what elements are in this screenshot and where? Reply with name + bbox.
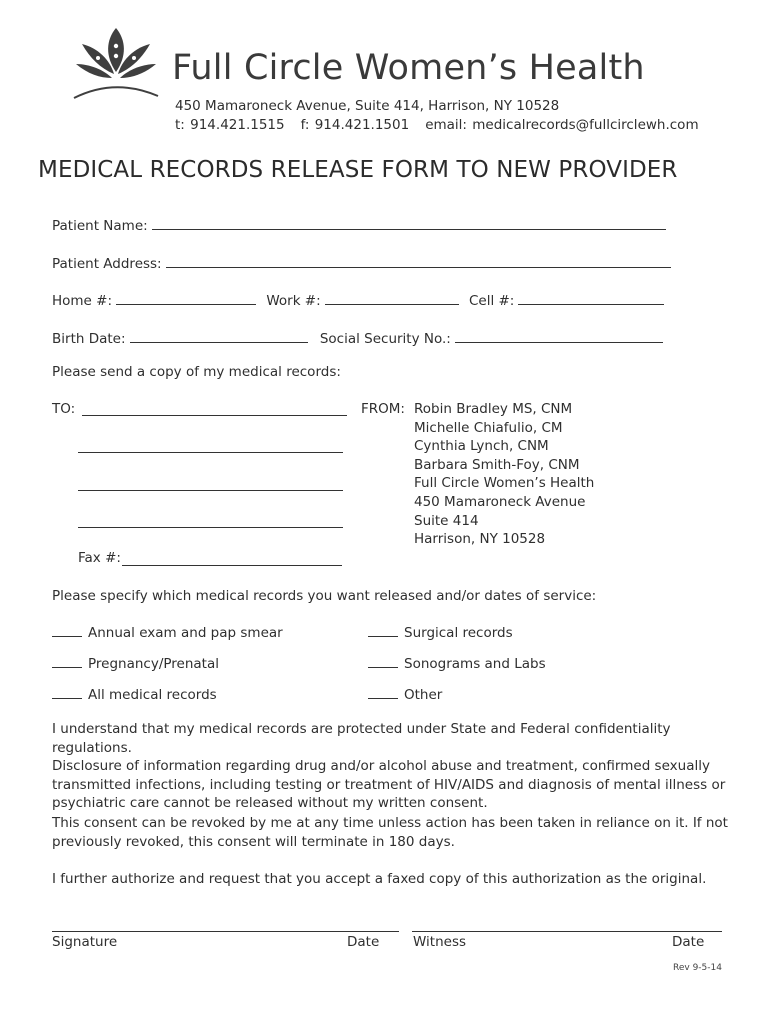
checkbox-blank[interactable] xyxy=(52,622,82,637)
option-label: Surgical records xyxy=(404,625,513,641)
option-sonograms xyxy=(368,653,546,672)
fax-field[interactable] xyxy=(122,564,342,566)
witness-date-label: Date xyxy=(672,934,705,950)
option-all-records xyxy=(52,684,217,703)
from-line: Full Circle Women’s Health xyxy=(414,475,595,491)
ssn-field[interactable] xyxy=(455,327,663,343)
option-label: Pregnancy/Prenatal xyxy=(88,656,219,672)
confidentiality-paragraph xyxy=(52,720,732,813)
option-pregnancy xyxy=(52,653,219,672)
birth-date-label: Birth Date: xyxy=(52,331,126,347)
patient-name-row xyxy=(52,214,666,234)
from-line: 450 Mamaroneck Avenue xyxy=(414,494,586,510)
revocation-paragraph xyxy=(52,814,732,851)
option-annual-exam xyxy=(52,622,283,641)
send-copy-instruction: Please send a copy of my medical records: xyxy=(52,364,341,380)
fax-authorization-paragraph: I further authorize and request that you accept a faxed copy of this authorization as the original. xyxy=(52,871,707,887)
revision-note: Rev 9-5-14 xyxy=(673,963,722,973)
witness-line[interactable] xyxy=(412,930,722,932)
paragraph-line: This consent can be revoked by me at any time unless action has been taken in reliance on it. If not xyxy=(52,815,728,831)
home-phone-label: Home #: xyxy=(52,293,113,309)
cell-phone-field[interactable] xyxy=(518,289,664,305)
organization-contacts xyxy=(175,117,699,133)
email-address: email: medicalrecords@fullcirclewh.com xyxy=(425,117,699,133)
work-phone-label: Work #: xyxy=(266,293,321,309)
paragraph-line: I understand that my medical records are protected under State and Federal confidentiality regulations. xyxy=(52,721,671,756)
birth-ssn-row xyxy=(52,327,663,347)
option-label: Sonograms and Labs xyxy=(404,656,546,672)
option-label: All medical records xyxy=(88,687,217,703)
patient-name-label: Patient Name: xyxy=(52,218,148,234)
to-line-1[interactable] xyxy=(82,414,347,416)
to-line-3[interactable] xyxy=(78,489,343,491)
from-line: Suite 414 xyxy=(414,513,479,529)
paragraph-line: Disclosure of information regarding drug and/or alcohol abuse and treatment, confirmed sexually xyxy=(52,758,710,775)
patient-name-field[interactable] xyxy=(152,214,666,230)
from-line: Cynthia Lynch, CNM xyxy=(414,438,549,454)
option-label: Annual exam and pap smear xyxy=(88,625,283,641)
signature-line[interactable] xyxy=(52,930,399,932)
organization-address: 450 Mamaroneck Avenue, Suite 414, Harrison, NY 10528 xyxy=(175,98,560,114)
work-phone-field[interactable] xyxy=(325,289,459,305)
checkbox-blank[interactable] xyxy=(368,653,398,668)
option-other xyxy=(368,684,442,703)
from-line: Harrison, NY 10528 xyxy=(414,531,546,547)
paragraph-line: previously revoked, this consent will terminate in 180 days. xyxy=(52,833,455,850)
from-line: Barbara Smith-Foy, CNM xyxy=(414,457,580,473)
paragraph-line: transmitted infections, including testing or treatment of HIV/AIDS and diagnosis of mental illness or xyxy=(52,776,726,793)
to-line-2[interactable] xyxy=(78,451,343,453)
form-title: MEDICAL RECORDS RELEASE FORM TO NEW PROVIDER xyxy=(38,157,678,183)
fax-label: Fax #: xyxy=(78,550,121,566)
from-line: Michelle Chiafulio, CM xyxy=(414,420,563,436)
cell-phone-label: Cell #: xyxy=(468,293,515,309)
phone-number: t: 914.421.1515 xyxy=(175,117,285,133)
option-surgical xyxy=(368,622,513,641)
birth-date-field[interactable] xyxy=(130,327,308,343)
paragraph-line: psychiatric care cannot be released without my written consent. xyxy=(52,795,488,812)
checkbox-blank[interactable] xyxy=(368,622,398,637)
ssn-label: Social Security No.: xyxy=(319,331,451,347)
to-label: TO: xyxy=(52,401,76,417)
checkbox-blank[interactable] xyxy=(368,684,398,699)
to-line-4[interactable] xyxy=(78,526,343,528)
checkbox-blank[interactable] xyxy=(52,653,82,668)
from-label: FROM: xyxy=(361,401,405,417)
witness-label: Witness xyxy=(413,934,467,950)
checkbox-blank[interactable] xyxy=(52,684,82,699)
option-label: Other xyxy=(404,687,443,703)
from-line: Robin Bradley MS, CNM xyxy=(414,401,573,417)
patient-address-label: Patient Address: xyxy=(52,256,162,272)
phone-row xyxy=(52,289,664,309)
signature-label: Signature xyxy=(52,934,118,950)
home-phone-field[interactable] xyxy=(116,289,256,305)
patient-address-row xyxy=(52,252,671,272)
signature-date-label: Date xyxy=(347,934,380,950)
specify-instruction: Please specify which medical records you want released and/or dates of service: xyxy=(52,588,597,604)
organization-name: Full Circle Women’s Health xyxy=(172,48,645,88)
patient-address-field[interactable] xyxy=(166,252,671,268)
fax-number: f: 914.421.1501 xyxy=(300,117,410,133)
lotus-logo-icon xyxy=(72,26,160,104)
